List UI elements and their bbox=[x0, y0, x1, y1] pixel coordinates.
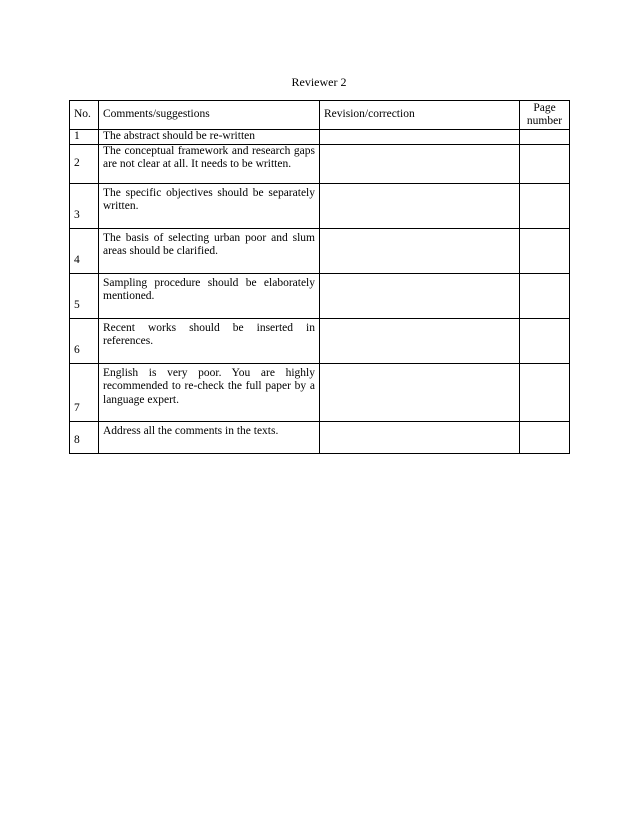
revision-cell[interactable] bbox=[320, 130, 520, 145]
page-number-cell[interactable] bbox=[520, 363, 570, 421]
header-page-number bbox=[520, 101, 570, 130]
revision-cell[interactable] bbox=[320, 144, 520, 183]
review-comments-table bbox=[69, 100, 570, 454]
revision-cell[interactable] bbox=[320, 363, 520, 421]
comment-cell: Sampling procedure should be elaborately mentioned. bbox=[99, 273, 320, 318]
page-number-cell[interactable] bbox=[520, 144, 570, 183]
page-number-cell[interactable] bbox=[520, 421, 570, 453]
header-revision: Revision/correction bbox=[320, 101, 520, 130]
comment-cell: Recent works should be inserted in references. bbox=[99, 318, 320, 363]
page-number-cell[interactable] bbox=[520, 273, 570, 318]
row-number: 4 bbox=[70, 228, 99, 273]
page-number-cell[interactable] bbox=[520, 228, 570, 273]
comment-cell: The specific objectives should be separately written. bbox=[99, 183, 320, 228]
table-row bbox=[70, 130, 570, 145]
page-number-cell[interactable] bbox=[520, 183, 570, 228]
header-page-line1: Page bbox=[533, 102, 556, 114]
table-row bbox=[70, 228, 570, 273]
page-number-cell[interactable] bbox=[520, 318, 570, 363]
table-row bbox=[70, 318, 570, 363]
table-row bbox=[70, 421, 570, 453]
header-comments: Comments/suggestions bbox=[99, 101, 320, 130]
revision-cell[interactable] bbox=[320, 273, 520, 318]
table-row bbox=[70, 363, 570, 421]
revision-cell[interactable] bbox=[320, 228, 520, 273]
comment-cell: Address all the comments in the texts. bbox=[99, 421, 320, 453]
row-number: 3 bbox=[70, 183, 99, 228]
table-row bbox=[70, 144, 570, 183]
header-page-line2: number bbox=[526, 115, 563, 127]
page-number-cell[interactable] bbox=[520, 130, 570, 145]
row-number: 1 bbox=[70, 130, 99, 145]
page-title: Reviewer 2 bbox=[291, 75, 347, 89]
revision-cell[interactable] bbox=[320, 183, 520, 228]
revision-cell[interactable] bbox=[320, 421, 520, 453]
revision-cell[interactable] bbox=[320, 318, 520, 363]
table-row bbox=[70, 273, 570, 318]
row-number: 7 bbox=[70, 363, 99, 421]
table-header-row bbox=[70, 101, 570, 130]
table-row bbox=[70, 183, 570, 228]
row-number: 5 bbox=[70, 273, 99, 318]
row-number: 6 bbox=[70, 318, 99, 363]
row-number: 2 bbox=[70, 144, 99, 183]
comment-cell: The basis of selecting urban poor and slum areas should be clarified. bbox=[99, 228, 320, 273]
comment-cell: The conceptual framework and research gaps are not clear at all. It needs to be written. bbox=[99, 144, 320, 183]
comment-cell: The abstract should be re-written bbox=[99, 130, 320, 145]
row-number: 8 bbox=[70, 421, 99, 453]
comment-cell: English is very poor. You are highly recommended to re-check the full paper by a language expert. bbox=[99, 363, 320, 421]
header-no: No. bbox=[70, 101, 99, 130]
